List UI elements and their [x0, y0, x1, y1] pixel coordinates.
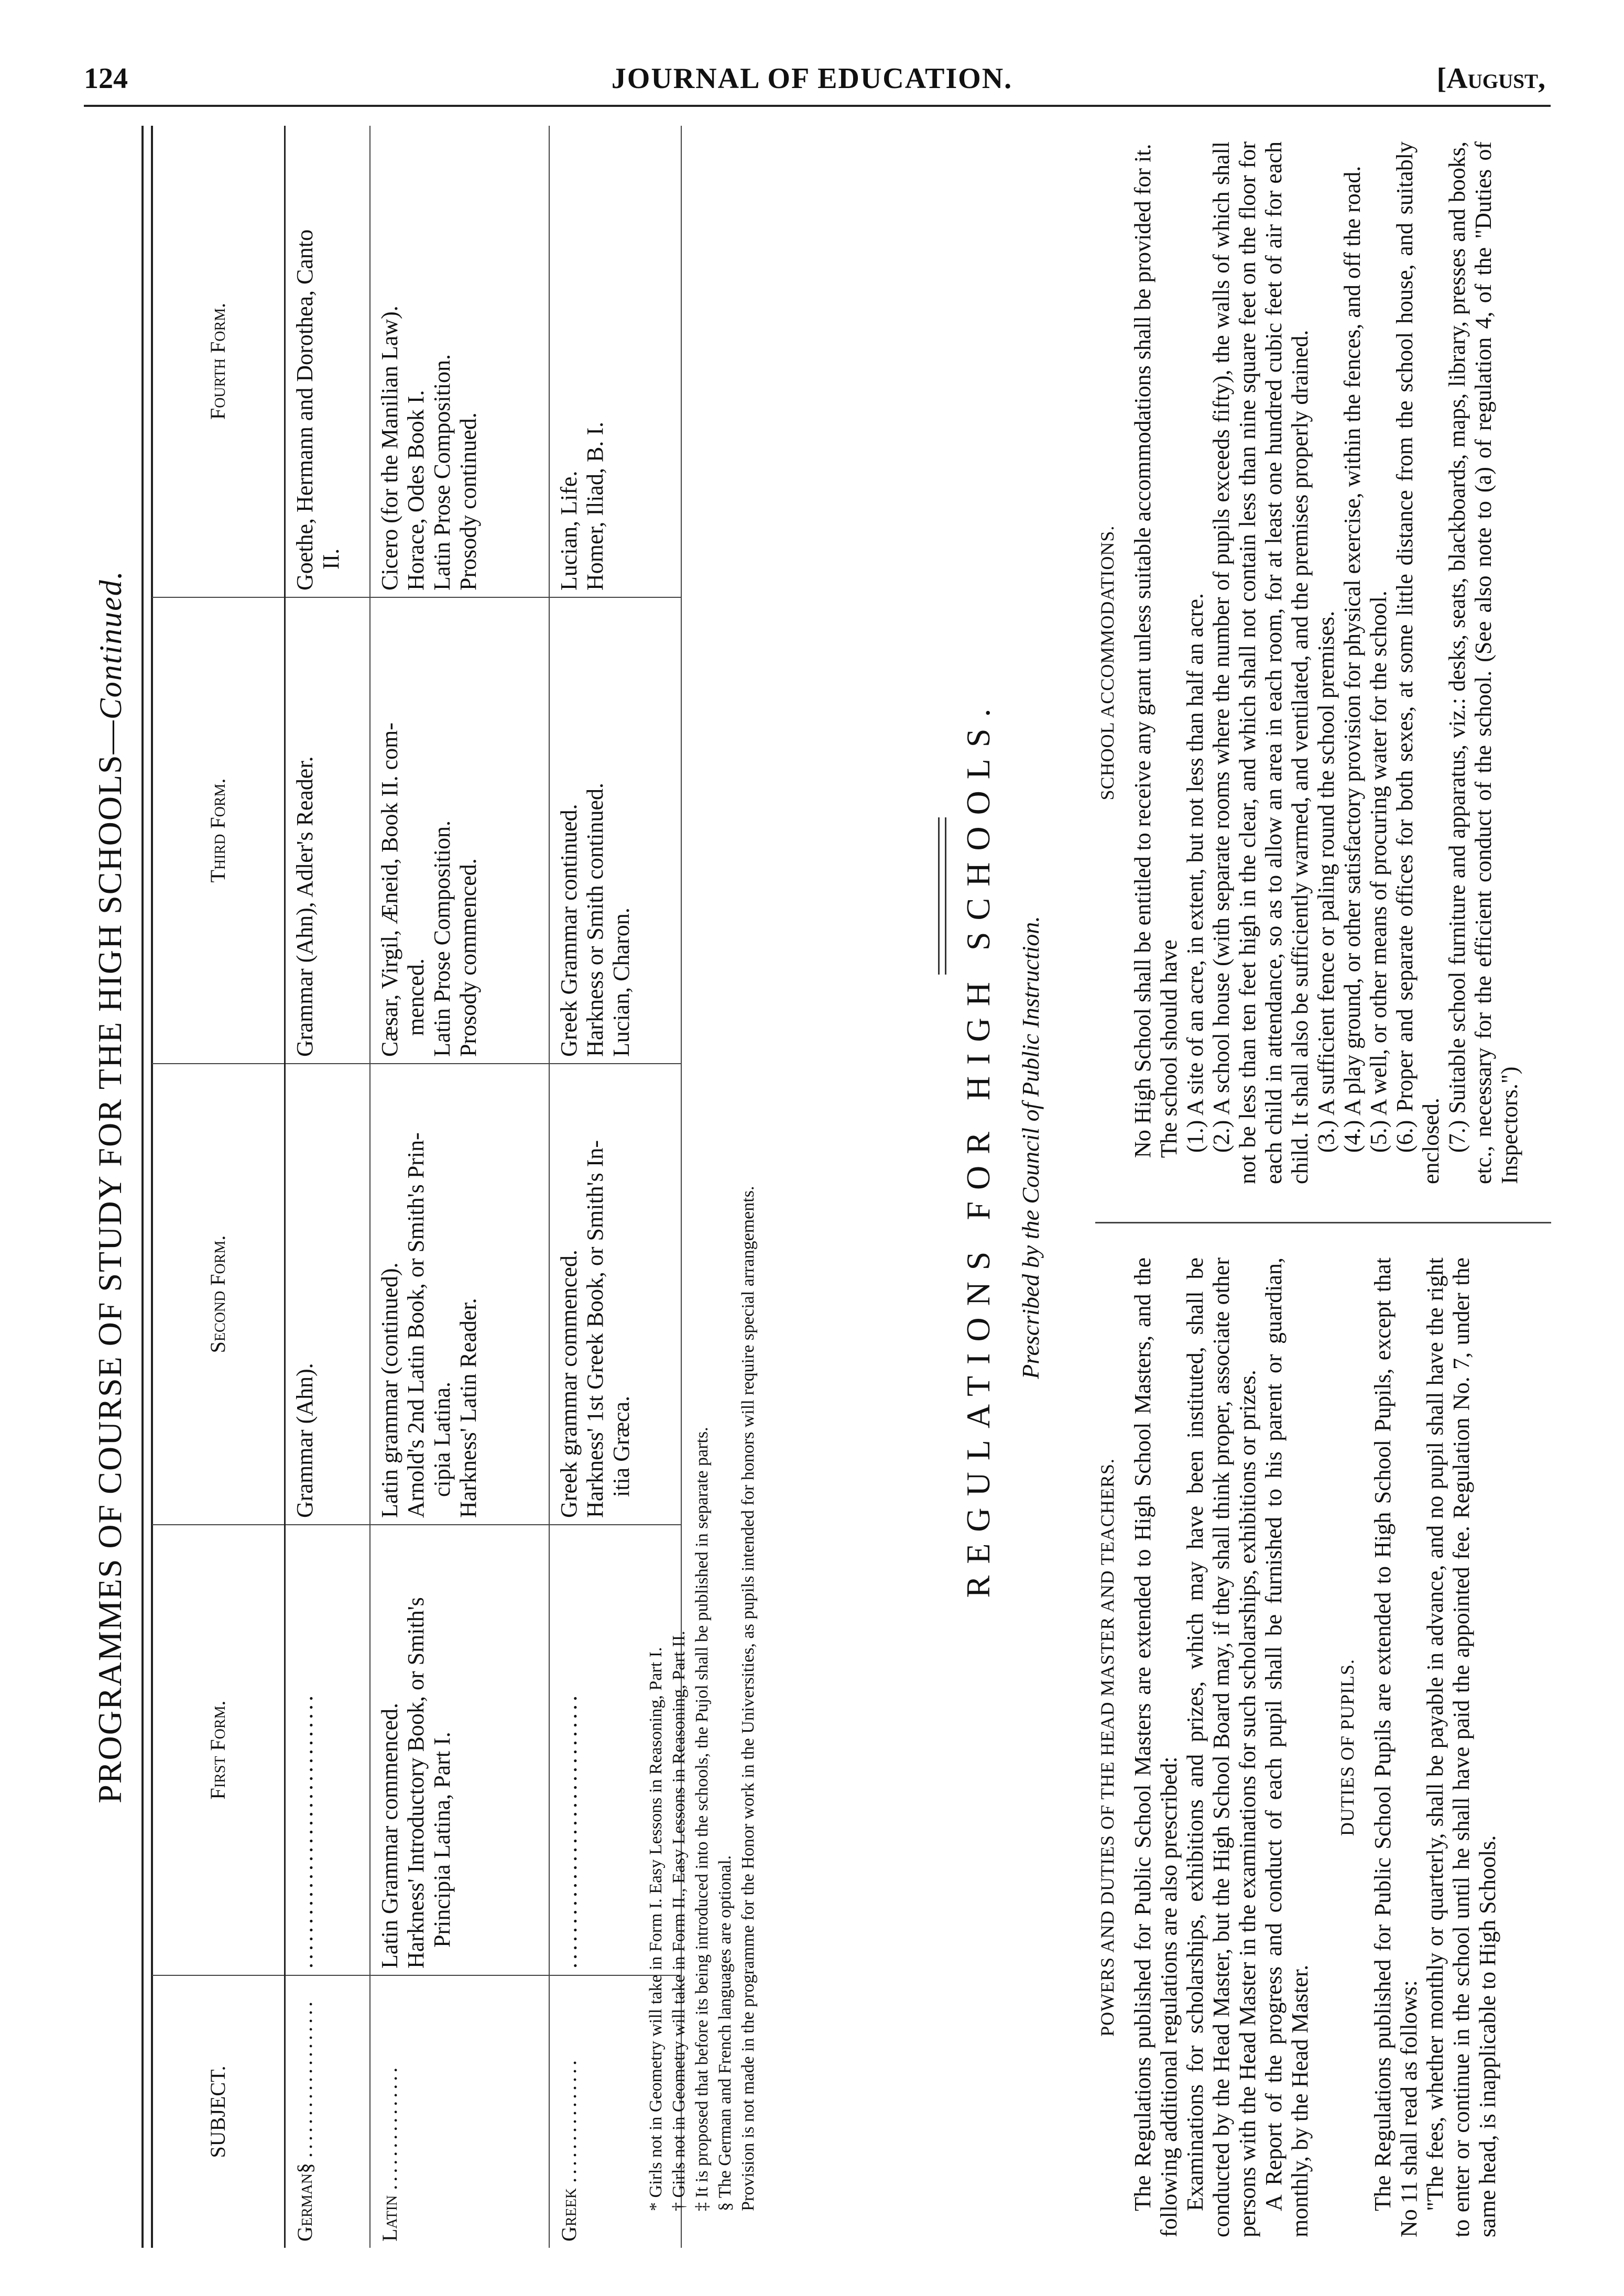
cell-line: Harkness' Latin Reader.	[455, 1298, 481, 1518]
col-header-fourth-form: Fourth Form.	[152, 126, 285, 597]
paragraph: A Report of the progress and conduct of each pupil shall be furnished to his parent or guardian, monthly, by the Head Master.	[1261, 1258, 1313, 2237]
header-month: [August,	[1436, 62, 1545, 95]
leader-dots: ...............................	[556, 1692, 582, 1969]
cell-line: Cæsar, Virgil, Æneid, Book II. com-	[377, 722, 402, 1057]
cell-line: Latin Prose Composition.	[429, 821, 455, 1057]
cell-line: Grammar (Ahn).	[292, 1363, 318, 1518]
cell-line: Harkness' Introductory Book, or Smith's	[403, 1597, 429, 1969]
cell-line: menced.	[403, 958, 429, 1036]
programmes-title-continued: Continued.	[93, 570, 128, 720]
col-header-first-form: First Form.	[152, 1525, 285, 1975]
header-rule	[84, 105, 1551, 107]
cell-line: Latin Prose Composition.	[429, 354, 455, 591]
cell-line: Cicero (for the Manilian Law).	[377, 305, 402, 591]
cell-line: Latin grammar (continued).	[377, 1262, 402, 1518]
cell-line: Greek Grammar continued.	[556, 804, 582, 1057]
list-item: (4.) A play ground, or other satisfactory provision for physical exercise, within the fences, and off the road.	[1339, 166, 1365, 1153]
leader-dots: ...............................	[292, 1692, 318, 1969]
course-table-header	[152, 126, 285, 2248]
subject-cell	[285, 1975, 370, 2248]
cell-line: Prosody commenced.	[455, 858, 481, 1057]
table-row-latin	[370, 126, 549, 2248]
footnote: * Girls not in Geometry will take in Form I. Easy Lessons in Reasoning, Part I.	[646, 1647, 666, 2211]
section-heading: POWERS AND DUTIES OF THE HEAD MASTER AND TEACHERS.	[1097, 1458, 1118, 2037]
first-form-cell	[285, 1525, 370, 1975]
paragraph: The Regulations published for Public School Masters are extended to High School Masters, and the following additional regulations are also prescribed:	[1130, 1258, 1182, 2237]
cell-line: Horace, Odes Book I.	[403, 390, 429, 591]
cell-line: Lucian, Life.	[556, 471, 582, 591]
list-item: (2.) A school house (with separate rooms where the number of pupils exceeds fifty), the walls of which shall not be less than ten feet high in the clear, and which shall not contain less than nine square feet on the floor for each child in attendance, so as to allow an area in each room, for at least one hundred cubic feet of air for each child. It shall also be sufficiently warmed, and ventilated, and the premises properly drained.	[1208, 141, 1313, 1184]
cell-line: Grammar (Ahn), Adler's Reader.	[292, 756, 318, 1057]
cell-line: Harkness or Smith continued.	[582, 782, 608, 1057]
cell-line: Homer, Iliad, B. I.	[582, 421, 608, 591]
programmes-title	[79, 126, 141, 2248]
page-number: 124	[84, 62, 128, 95]
leader-dots: ...............	[557, 2057, 581, 2183]
cell-line: Harkness' 1st Greek Book, or Smith's In-	[582, 1140, 608, 1518]
rotated-page-body	[79, 126, 1556, 2248]
third-form-cell	[285, 597, 370, 1064]
section-heading: DUTIES OF PUPILS.	[1337, 1658, 1358, 1836]
subject-name: German§	[293, 2162, 317, 2242]
subject-name: Latin	[378, 2195, 401, 2242]
paragraph: Examinations for scholarships, exhibitions and prizes, which may have been instituted, shall be conducted by the Head Master, but the High School Board may, if they shall think proper, associate other persons with the Head Master in the examinations for such scholarships, exhibitions or prizes.	[1182, 1258, 1260, 2237]
footnote: § The German and French languages are optional.	[715, 1855, 735, 2211]
column-divider	[1095, 1222, 1551, 1223]
footnote: ‡ It is proposed that before its being introduced into the schools, the Pujol shall be published in separate parts.	[692, 1427, 712, 2211]
footnote: † Girls not in Geometry will take in Form II., Easy Lessons in Reasoning, Part II.	[669, 1631, 689, 2211]
course-table	[152, 126, 682, 2248]
cell-line: Prosody continued.	[455, 412, 481, 591]
fourth-form-cell	[285, 126, 370, 597]
third-form-cell	[370, 597, 549, 1064]
col-header-subject: SUBJECT.	[152, 1975, 285, 2248]
table-row-german	[285, 126, 370, 2248]
second-form-cell	[285, 1064, 370, 1525]
regulations-subtitle: Prescribed by the Council of Public Instruction.	[1017, 916, 1044, 1379]
cell-line: II.	[318, 548, 344, 570]
fourth-form-cell	[370, 126, 549, 597]
table-top-rule	[141, 126, 153, 2248]
footnote: Provision is not made in the programme for the Honor work in the Universities, as pupils intended for honors will require special arrangements.	[738, 1186, 758, 2211]
footnotes	[645, 168, 760, 2211]
section-double-rule	[938, 817, 946, 975]
paragraph: The Regulations published for Public School Pupils are extended to High School Pupils, except that No 11 shall read as follows:	[1370, 1258, 1422, 2237]
list-item: (5.) A well, or other means of procuring water for the school.	[1366, 591, 1391, 1153]
col-header-second-form: Second Form.	[152, 1064, 285, 1525]
subject-name: Greek	[557, 2188, 581, 2242]
regulations-left-column	[1090, 1258, 1501, 2237]
paragraph: No High School shall be entitled to receive any grant unless suitable accommodations shall be provided for it.	[1130, 144, 1156, 1158]
paragraph: The school should have	[1156, 939, 1182, 1158]
first-form-cell	[370, 1525, 549, 1975]
second-form-cell	[370, 1064, 549, 1525]
cell-line: Greek grammar commenced.	[556, 1250, 582, 1518]
cell-line: Latin Grammar commenced.	[377, 1702, 402, 1969]
section-heading: SCHOOL ACCOMMODATIONS.	[1097, 525, 1118, 801]
cell-line: Principia Latina, Part I.	[429, 1732, 455, 1948]
cell-line: itia Græca.	[608, 1395, 634, 1497]
list-item: (7.) Suitable school furniture and apparatus, viz.: desks, seats, blackboards, maps, library, presses and books, etc., necessary for the efficient conduct of the school. (See also note to (a) of regulation 4, of the "Duties of Inspectors.")	[1444, 141, 1522, 1184]
list-item: (6.) Proper and separate offices for both sexes, at some little distance from the school house, and suitably enclosed.	[1392, 141, 1444, 1184]
journal-title: JOURNAL OF EDUCATION.	[611, 62, 1013, 95]
cell-line: cipia Latina.	[429, 1382, 455, 1497]
list-item: (1.) A site of an acre, in extent, but not less than half an acre.	[1182, 593, 1208, 1153]
subject-cell	[370, 1975, 549, 2248]
regulations-right-column	[1090, 141, 1523, 1184]
regulations-title: REGULATIONS FOR HIGH SCHOOLS.	[960, 697, 997, 1598]
programmes-title-text: PROGRAMMES OF COURSE OF STUDY FOR THE HIGH SCHOOLS—	[91, 719, 128, 1803]
leader-dots: ...............	[378, 2064, 401, 2190]
cell-line: Lucian, Charon.	[608, 908, 634, 1057]
col-header-third-form: Third Form.	[152, 597, 285, 1064]
paragraph: "The fees, whether monthly or quarterly, shall be payable in advance, and no pupil shall have the right to enter or continue in the school until he shall have paid the appointed fee. Regulation No. 7, under the same head, is inapplicable to High Schools.	[1422, 1258, 1500, 2237]
cell-line: Arnold's 2nd Latin Book, or Smith's Prin-	[403, 1132, 429, 1518]
leader-dots: ...................	[293, 1998, 317, 2158]
cell-line: Goethe, Hermann and Dorothea, Canto	[292, 229, 318, 591]
list-item: (3.) A sufficient fence or paling round the school premises.	[1313, 610, 1339, 1153]
